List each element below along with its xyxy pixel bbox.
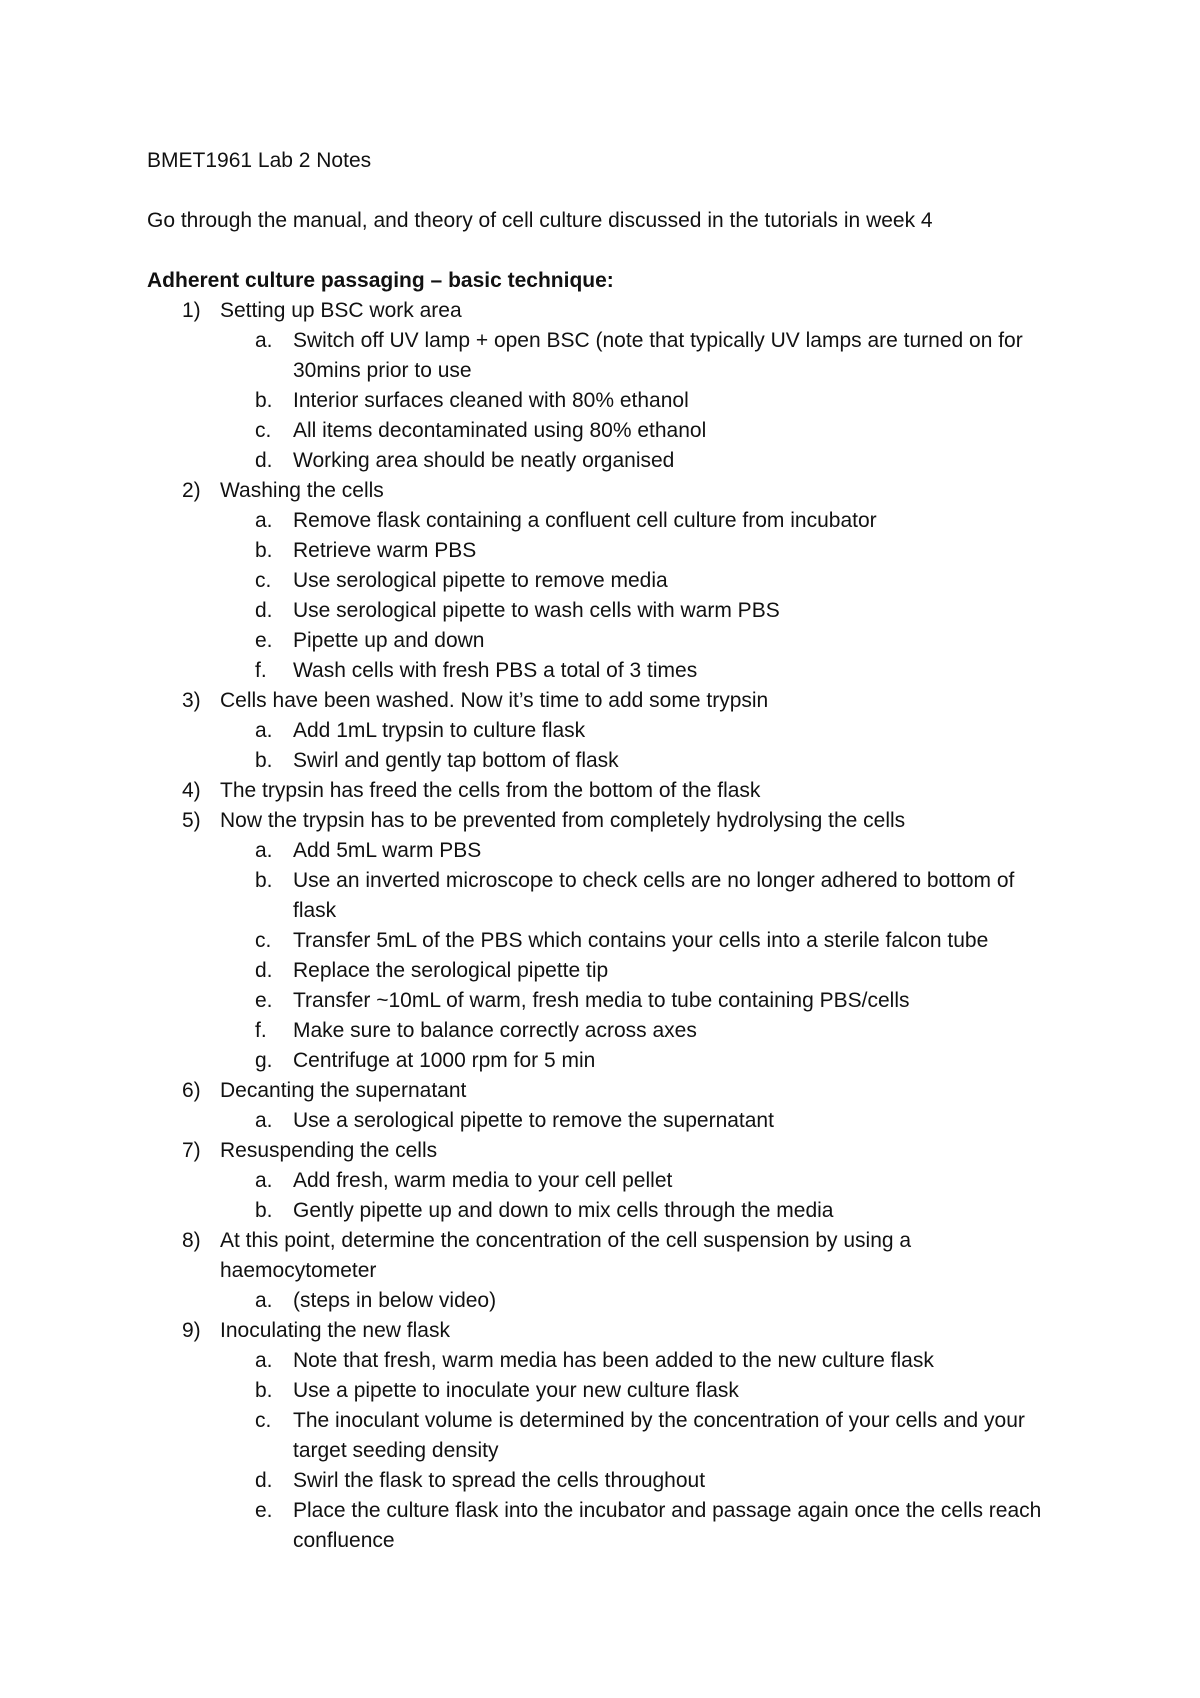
sub-step-list bbox=[147, 1106, 1200, 1136]
step-text: Cells have been washed. Now it’s time to add some trypsin bbox=[220, 689, 769, 712]
sub-step-text: Centrifuge at 1000 rpm for 5 min bbox=[293, 1049, 596, 1072]
step-number: 1) bbox=[182, 299, 201, 322]
sub-step bbox=[147, 416, 1063, 446]
sub-step-text: Wash cells with fresh PBS a total of 3 times bbox=[293, 659, 698, 682]
sub-step bbox=[147, 1376, 1063, 1406]
sub-step-letter: b. bbox=[255, 749, 273, 772]
sub-step bbox=[147, 386, 1063, 416]
sub-step bbox=[147, 446, 1063, 476]
sub-step bbox=[147, 596, 1063, 626]
sub-step bbox=[147, 926, 1063, 956]
sub-step bbox=[147, 1016, 1063, 1046]
procedure-step bbox=[147, 776, 1200, 806]
sub-step bbox=[147, 1046, 1063, 1076]
sub-step-text: Retrieve warm PBS bbox=[293, 539, 477, 562]
sub-step bbox=[147, 566, 1063, 596]
sub-step-letter: b. bbox=[255, 869, 273, 892]
sub-step-letter: d. bbox=[255, 599, 273, 622]
step-text: Washing the cells bbox=[220, 479, 384, 502]
sub-step-letter: b. bbox=[255, 1199, 273, 1222]
step-number: 3) bbox=[182, 689, 201, 712]
step-text: Setting up BSC work area bbox=[220, 299, 462, 322]
sub-step-letter: e. bbox=[255, 989, 273, 1012]
step-line bbox=[147, 476, 1058, 506]
sub-step-letter: b. bbox=[255, 539, 273, 562]
sub-step bbox=[147, 1166, 1063, 1196]
step-text: Resuspending the cells bbox=[220, 1139, 438, 1162]
sub-step bbox=[147, 536, 1063, 566]
section-heading: Adherent culture passaging – basic technique: bbox=[147, 269, 614, 292]
step-line bbox=[147, 686, 1058, 716]
sub-step bbox=[147, 1496, 1063, 1556]
sub-step bbox=[147, 326, 1063, 386]
step-number: 8) bbox=[182, 1229, 201, 1252]
step-line bbox=[147, 1136, 1058, 1166]
sub-step-text: Use a pipette to inoculate your new culture flask bbox=[293, 1379, 739, 1402]
sub-step bbox=[147, 866, 1063, 926]
sub-step-letter: e. bbox=[255, 1499, 273, 1522]
sub-step-text: Swirl the flask to spread the cells throughout bbox=[293, 1469, 706, 1492]
sub-step-letter: c. bbox=[255, 929, 272, 952]
step-number: 2) bbox=[182, 479, 201, 502]
sub-step bbox=[147, 1286, 1063, 1316]
sub-step-letter: a. bbox=[255, 1169, 273, 1192]
sub-step-letter: c. bbox=[255, 419, 272, 442]
step-line bbox=[147, 1226, 1058, 1286]
sub-step-text: Place the culture flask into the incubator and passage again once the cells reach confluence bbox=[293, 1499, 1042, 1552]
sub-step-text: Use an inverted microscope to check cells are no longer adhered to bottom of flask bbox=[293, 869, 1015, 922]
sub-step bbox=[147, 986, 1063, 1016]
step-line bbox=[147, 1076, 1058, 1106]
step-line bbox=[147, 776, 1058, 806]
sub-step-letter: c. bbox=[255, 569, 272, 592]
sub-step-text: Working area should be neatly organised bbox=[293, 449, 675, 472]
sub-step bbox=[147, 1346, 1063, 1376]
sub-step bbox=[147, 1466, 1063, 1496]
procedure-step bbox=[147, 686, 1200, 776]
sub-step-text: Swirl and gently tap bottom of flask bbox=[293, 749, 619, 772]
sub-step-text: All items decontaminated using 80% ethanol bbox=[293, 419, 707, 442]
sub-step-letter: b. bbox=[255, 1379, 273, 1402]
procedure-step bbox=[147, 1226, 1200, 1316]
intro-paragraph: Go through the manual, and theory of cell culture discussed in the tutorials in week 4 bbox=[147, 209, 933, 232]
procedure-step bbox=[147, 476, 1200, 686]
sub-step-letter: a. bbox=[255, 719, 273, 742]
sub-step bbox=[147, 626, 1063, 656]
sub-step-text: Use serological pipette to remove media bbox=[293, 569, 668, 592]
sub-step-letter: d. bbox=[255, 449, 273, 472]
step-number: 6) bbox=[182, 1079, 201, 1102]
sub-step-text: Use a serological pipette to remove the supernatant bbox=[293, 1109, 774, 1132]
sub-step-list bbox=[147, 1286, 1200, 1316]
sub-step-text: Add fresh, warm media to your cell pellet bbox=[293, 1169, 673, 1192]
step-text: At this point, determine the concentration of the cell suspension by using a haemocytometer bbox=[220, 1229, 912, 1282]
sub-step-letter: f. bbox=[255, 659, 267, 682]
sub-step-letter: a. bbox=[255, 1109, 273, 1132]
sub-step-text: (steps in below video) bbox=[293, 1289, 497, 1312]
step-number: 9) bbox=[182, 1319, 201, 1342]
sub-step-list bbox=[147, 716, 1200, 776]
sub-step-text: Transfer ~10mL of warm, fresh media to tube containing PBS/cells bbox=[293, 989, 910, 1012]
sub-step-list bbox=[147, 326, 1200, 476]
sub-step bbox=[147, 506, 1063, 536]
sub-step-letter: g. bbox=[255, 1049, 273, 1072]
sub-step bbox=[147, 1406, 1063, 1466]
sub-step bbox=[147, 746, 1063, 776]
sub-step-letter: f. bbox=[255, 1019, 267, 1042]
sub-step-letter: e. bbox=[255, 629, 273, 652]
step-text: Now the trypsin has to be prevented from completely hydrolysing the cells bbox=[220, 809, 906, 832]
step-line bbox=[147, 296, 1058, 326]
sub-step-list bbox=[147, 836, 1200, 1076]
sub-step-letter: a. bbox=[255, 329, 273, 352]
sub-step bbox=[147, 656, 1063, 686]
step-text: The trypsin has freed the cells from the bottom of the flask bbox=[220, 779, 761, 802]
procedure-step bbox=[147, 296, 1200, 476]
step-line bbox=[147, 806, 1058, 836]
sub-step-text: Make sure to balance correctly across axes bbox=[293, 1019, 697, 1042]
sub-step bbox=[147, 716, 1063, 746]
document-title: BMET1961 Lab 2 Notes bbox=[147, 149, 372, 172]
sub-step-text: Replace the serological pipette tip bbox=[293, 959, 609, 982]
sub-step bbox=[147, 836, 1063, 866]
sub-step-letter: a. bbox=[255, 1349, 273, 1372]
sub-step bbox=[147, 1196, 1063, 1226]
sub-step-text: Switch off UV lamp + open BSC (note that typically UV lamps are turned on for 30mins prior to use bbox=[293, 329, 1023, 382]
step-number: 4) bbox=[182, 779, 201, 802]
sub-step-text: Remove flask containing a confluent cell culture from incubator bbox=[293, 509, 877, 532]
sub-step-text: Add 5mL warm PBS bbox=[293, 839, 482, 862]
sub-step-text: Note that fresh, warm media has been added to the new culture flask bbox=[293, 1349, 934, 1372]
sub-step-letter: a. bbox=[255, 509, 273, 532]
procedure-steps-list bbox=[147, 296, 1200, 1556]
sub-step-list bbox=[147, 1346, 1200, 1556]
sub-step-text: Interior surfaces cleaned with 80% ethanol bbox=[293, 389, 689, 412]
step-text: Inoculating the new flask bbox=[220, 1319, 450, 1342]
sub-step-text: Gently pipette up and down to mix cells through the media bbox=[293, 1199, 834, 1222]
sub-step-text: Transfer 5mL of the PBS which contains your cells into a sterile falcon tube bbox=[293, 929, 989, 952]
sub-step-letter: c. bbox=[255, 1409, 272, 1432]
sub-step-letter: d. bbox=[255, 1469, 273, 1492]
sub-step-list bbox=[147, 1166, 1200, 1226]
sub-step-letter: b. bbox=[255, 389, 273, 412]
step-number: 7) bbox=[182, 1139, 201, 1162]
step-number: 5) bbox=[182, 809, 201, 832]
step-text: Decanting the supernatant bbox=[220, 1079, 467, 1102]
sub-step-letter: a. bbox=[255, 1289, 273, 1312]
sub-step-letter: a. bbox=[255, 839, 273, 862]
procedure-step bbox=[147, 806, 1200, 1076]
sub-step-text: Add 1mL trypsin to culture flask bbox=[293, 719, 586, 742]
step-line bbox=[147, 1316, 1058, 1346]
sub-step-text: The inoculant volume is determined by the concentration of your cells and your target seeding density bbox=[293, 1409, 1025, 1462]
sub-step-text: Use serological pipette to wash cells with warm PBS bbox=[293, 599, 780, 622]
procedure-step bbox=[147, 1136, 1200, 1226]
sub-step bbox=[147, 1106, 1063, 1136]
procedure-step bbox=[147, 1316, 1200, 1556]
sub-step bbox=[147, 956, 1063, 986]
sub-step-letter: d. bbox=[255, 959, 273, 982]
sub-step-list bbox=[147, 506, 1200, 686]
procedure-step bbox=[147, 1076, 1200, 1136]
sub-step-text: Pipette up and down bbox=[293, 629, 485, 652]
